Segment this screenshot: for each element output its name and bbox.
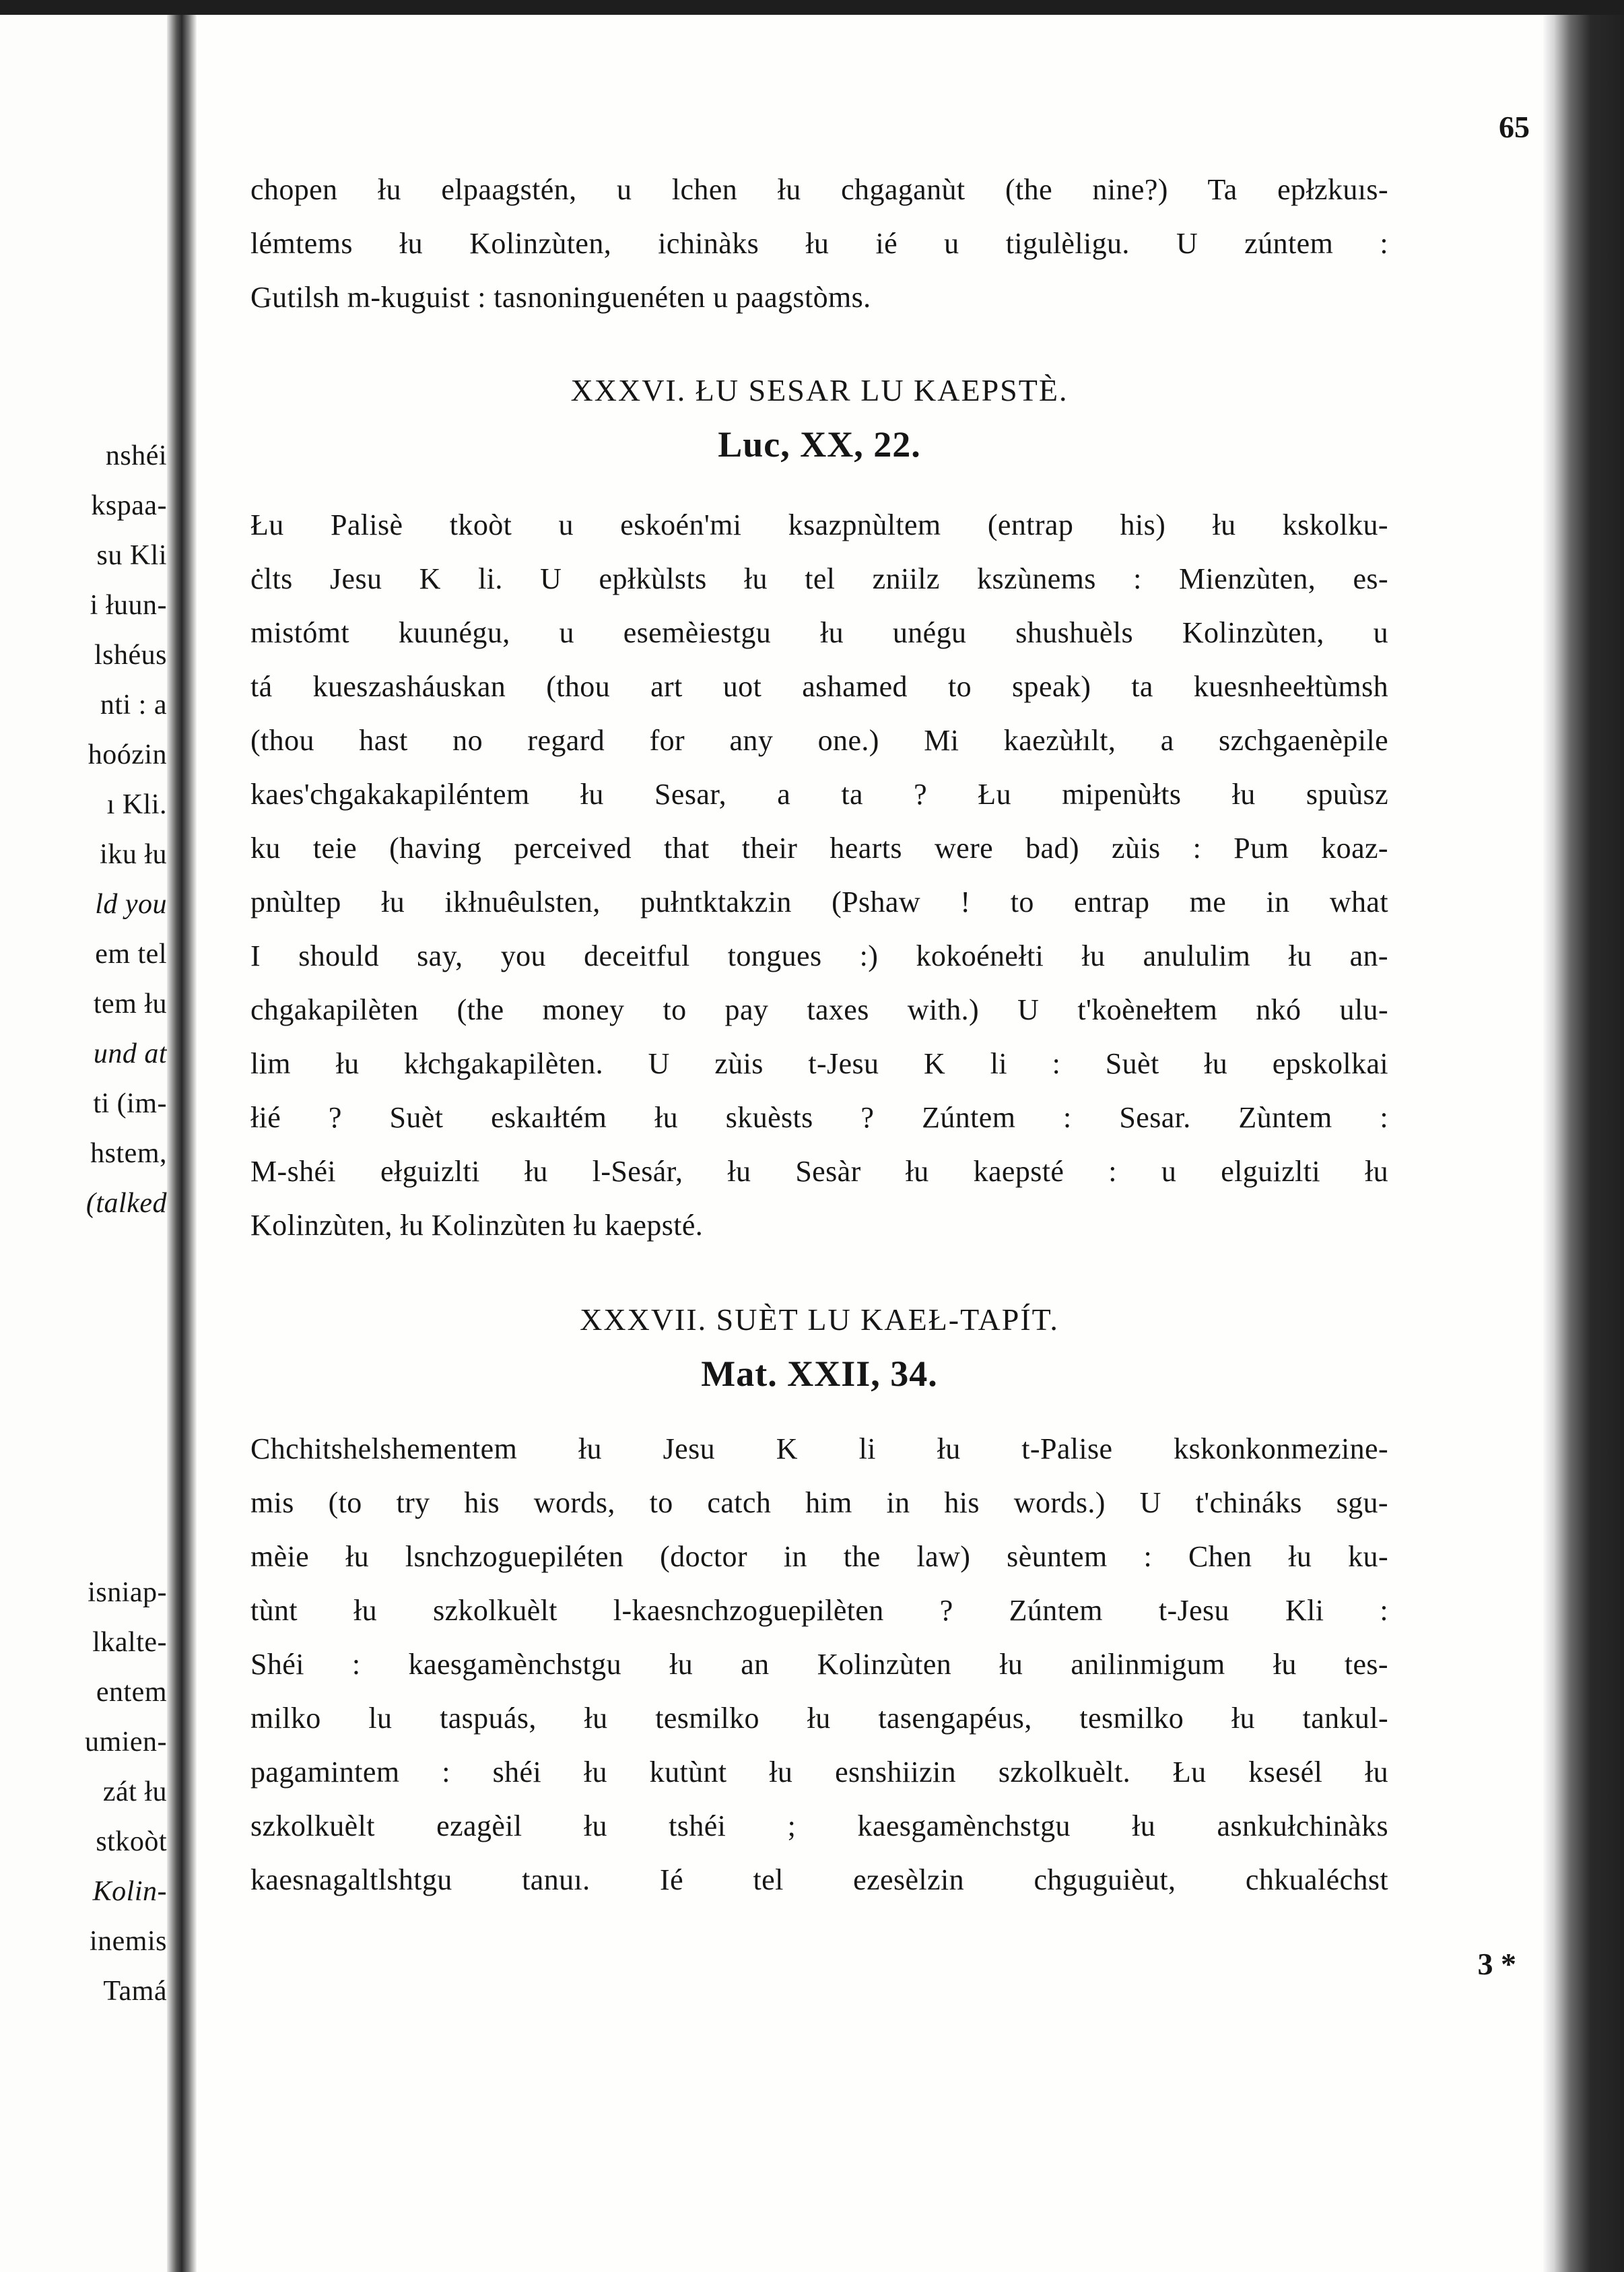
left-facing-page [0, 15, 167, 2272]
text-line: Chchitshelshementem łu Jesu K li łu t-Palise kskonkonmezine- [250, 1432, 1388, 1465]
left-page-line: (talked [86, 1188, 167, 1219]
text-line: Łu Palisè tkoòt u eskoén'mi ksazpnùltem (entrap his) łu kskolku- [250, 508, 1388, 541]
section-37-header [250, 1293, 1388, 1401]
text-line: tá kueszasháuskan (thou art uot ashamed to speak) ta kuesnheełtùmsh [250, 670, 1388, 703]
left-page-line: Kolin- [92, 1876, 167, 1907]
text-line: mistómt kuunégu, u esemèiestgu łu unégu shushuèls Kolinzùten, u [250, 616, 1388, 649]
left-page-line: i łuun- [90, 590, 167, 621]
text-line: (thou hast no regard for any one.) Mi kaezùłılt, a szchgaenèpile [250, 724, 1388, 757]
text-line: szkolkuèlt ezagèil łu tshéi ; kaesgamènchstgu łu asnkułchinàks [250, 1809, 1388, 1842]
section-heading: XXXVII. SUÈT LU KAEŁ-TAPÍT. [580, 1302, 1059, 1337]
left-page-line: hoózin [88, 739, 167, 770]
left-page-line: iku łu [100, 839, 167, 870]
left-page-line: lkalte- [92, 1627, 167, 1658]
text-line: chgakapilèten (the money to pay taxes with.) U t'koènełtem nkó ulu- [250, 993, 1388, 1026]
left-page-line: ı Kli. [106, 789, 167, 820]
left-page-line: ti (im- [93, 1088, 167, 1119]
scan-top-border [0, 0, 1624, 15]
text-line: mèie łu lsnchzoguepiléten (doctor in the law) sèuntem : Chen łu ku- [250, 1540, 1388, 1573]
text-line: tùnt łu szkolkuèlt l-kaesnchzoguepilèten ? Zúntem t-Jesu Kli : [250, 1594, 1388, 1627]
left-page-line: kspaa- [91, 490, 167, 521]
text-line: kaes'chgakakapiléntem łu Sesar, a ta ? Łu mipenùłts łu spuùsz [250, 778, 1388, 811]
left-page-line: inemis [90, 1926, 167, 1957]
book-gutter [167, 15, 197, 2272]
left-page-line: nshéi [105, 440, 167, 471]
text-line: Gutilsh m-kuguist : tasnoninguenéten u paagstòms. [250, 281, 871, 314]
text-line: pagamintem : shéi łu kutùnt łu esnshiizin szkolkuèlt. Łu ksesél łu [250, 1756, 1388, 1789]
text-line: Kolinzùten, łu Kolinzùten łu kaepsté. [250, 1209, 704, 1242]
left-page-line: tem łu [93, 989, 167, 1020]
right-page [197, 15, 1543, 2272]
text-line: ku teie (having perceived that their hearts were bad) zùis : Pum koaz- [250, 832, 1388, 865]
left-page-line: und at [93, 1038, 167, 1069]
section-37-body [250, 1422, 1388, 1907]
text-line: mis (to try his words, to catch him in his words.) U t'chináks sgu- [250, 1486, 1388, 1519]
page-number: 65 [1499, 110, 1530, 144]
left-page-line: em tel [95, 939, 167, 970]
scripture-reference: Mat. XXII, 34. [701, 1354, 938, 1394]
section-36-header [250, 364, 1388, 471]
text-line: chopen łu elpaagstén, u lchen łu chgaganùt (the nine?) Ta epłzkuıs- [250, 173, 1388, 206]
text-line: M-shéi ełguizlti łu l-Sesár, łu Sesàr łu kaepsté : u elguizlti łu [250, 1155, 1388, 1188]
text-line: ċlts Jesu K li. U epłkùlsts łu tel zniilz kszùnems : Mienzùten, es- [250, 562, 1388, 595]
left-page-line: hstem, [90, 1138, 167, 1169]
text-line: I should say, you deceitful tongues :) kokoénełti łu anululim łu an- [250, 939, 1388, 972]
printer-signature-mark: 3 * [1477, 1947, 1516, 1981]
scripture-reference: Luc, XX, 22. [718, 424, 921, 465]
left-page-line: entem [96, 1677, 167, 1708]
left-page-line: ld you [95, 889, 167, 920]
text-line: lémtems łu Kolinzùten, ichinàks łu ié u tigulèligu. U zúntem : [250, 227, 1388, 260]
intro-paragraph [250, 163, 1388, 325]
scan-right-edge [1543, 15, 1624, 2272]
left-page-line: lshéus [94, 640, 167, 671]
left-page-line: nti : a [100, 690, 167, 721]
left-page-line: Tamá [103, 1976, 167, 2007]
left-page-line: stkoòt [96, 1826, 167, 1857]
left-page-line: isniap- [88, 1577, 167, 1608]
text-line: milko lu taspuás, łu tesmilko łu tasengapéus, tesmilko łu tankul- [250, 1702, 1388, 1735]
text-line: Shéi : kaesgamènchstgu łu an Kolinzùten łu anilinmigum łu tes- [250, 1648, 1388, 1681]
left-page-line: umien- [85, 1727, 167, 1758]
section-heading: XXXVI. ŁU SESAR LU KAEPSTÈ. [570, 373, 1069, 407]
text-line: pnùltep łu ikłnuêulsten, pułntktakzin (Pshaw ! to entrap me in what [250, 886, 1388, 918]
left-page-line: zát łu [102, 1776, 167, 1807]
text-line: łié ? Suèt eskaıłtém łu skuèsts ? Zúntem : Sesar. Zùntem : [250, 1101, 1388, 1134]
text-line: lim łu kłchgakapilèten. U zùis t-Jesu K li : Suèt łu epskolkai [250, 1047, 1388, 1080]
left-page-line: su Kli [96, 540, 167, 571]
section-36-body [250, 498, 1388, 1252]
text-line: kaesnagaltlshtgu tanuı. Ié tel ezesèlzin chguguièut, chkualéchst [250, 1863, 1388, 1896]
